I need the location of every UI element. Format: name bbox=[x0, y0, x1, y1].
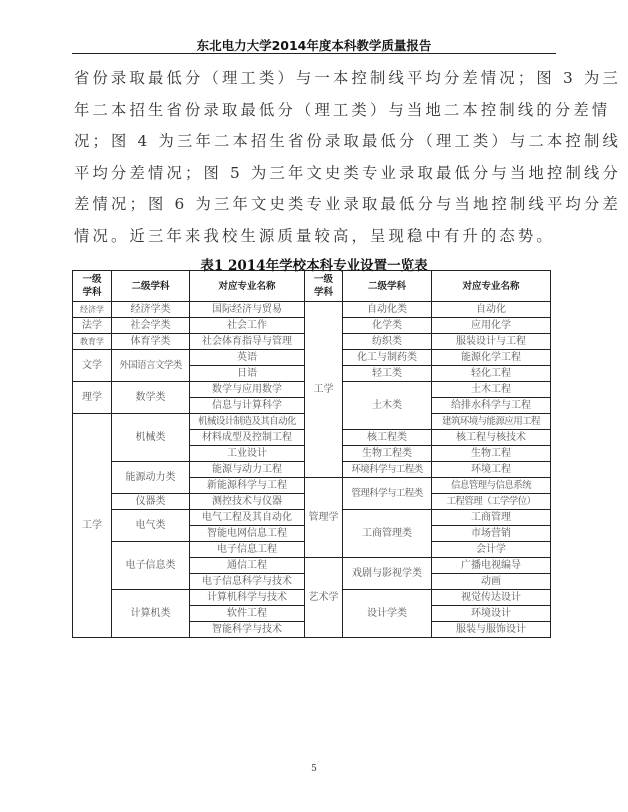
major-cell: 电子信息科学与技术 bbox=[190, 574, 305, 590]
l2-cell: 电气类 bbox=[112, 510, 190, 542]
major-cell: 社会工作 bbox=[190, 318, 305, 334]
major-cell: 能源与动力工程 bbox=[190, 462, 305, 478]
l2-cell: 环境科学与工程类 bbox=[343, 462, 432, 478]
major-cell: 工业设计 bbox=[190, 446, 305, 462]
l1-cell: 文学 bbox=[73, 350, 112, 382]
l2-cell: 电子信息类 bbox=[112, 542, 190, 590]
l2-cell: 外国语言文学类 bbox=[112, 350, 190, 382]
major-cell: 应用化学 bbox=[432, 318, 551, 334]
major-cell: 生物工程 bbox=[432, 446, 551, 462]
major-cell: 英语 bbox=[190, 350, 305, 366]
l1-cell: 理学 bbox=[73, 382, 112, 414]
major-cell: 能源化学工程 bbox=[432, 350, 551, 366]
header-l1-line1: 一级 bbox=[82, 274, 102, 285]
major-cell: 通信工程 bbox=[190, 558, 305, 574]
major-cell: 电气工程及其自动化 bbox=[190, 510, 305, 526]
l1-cell: 艺术学 bbox=[305, 558, 343, 638]
table-caption: 表1 2014年学校本科专业设置一览表 bbox=[200, 258, 428, 274]
major-cell: 信息与计算科学 bbox=[190, 398, 305, 414]
l2-cell: 化工与制药类 bbox=[343, 350, 432, 366]
paragraph-line: 平均分差情况；图 5 为三年文史类专业录取最低分与当地控制线分 bbox=[74, 163, 621, 182]
l1-cell: 工学 bbox=[305, 302, 343, 478]
paragraph-line: 省份录取最低分（理工类）与一本控制线平均分差情况；图 3 为三 bbox=[74, 69, 621, 87]
major-cell: 自动化 bbox=[432, 302, 551, 318]
l2-cell: 经济学类 bbox=[112, 302, 190, 318]
l1-cell: 经济学 bbox=[73, 302, 112, 318]
page-number: 5 bbox=[311, 764, 317, 774]
major-cell: 服装设计与工程 bbox=[432, 334, 551, 350]
l2-cell: 管理科学与工程类 bbox=[343, 478, 432, 510]
major-cell: 广播电视编导 bbox=[432, 558, 551, 574]
body-paragraph bbox=[74, 63, 621, 252]
major-cell: 土木工程 bbox=[432, 382, 551, 398]
header-major-right: 对应专业名称 bbox=[432, 271, 551, 302]
l2-cell: 轻工类 bbox=[343, 366, 432, 382]
major-cell: 机械设计制造及其自动化 bbox=[190, 414, 305, 430]
l2-cell: 生物工程类 bbox=[343, 446, 432, 462]
major-cell: 建筑环境与能源应用工程 bbox=[432, 414, 551, 430]
l2-cell: 机械类 bbox=[112, 414, 190, 462]
report-header-title: 东北电力大学2014年度本科教学质量报告 bbox=[196, 38, 432, 53]
header-l2-right: 二级学科 bbox=[343, 271, 432, 302]
l2-cell: 工商管理类 bbox=[343, 510, 432, 558]
l2-cell: 自动化类 bbox=[343, 302, 432, 318]
major-cell: 材料成型及控制工程 bbox=[190, 430, 305, 446]
header-major-left: 对应专业名称 bbox=[190, 271, 305, 302]
l2-cell: 土木类 bbox=[343, 382, 432, 430]
major-cell: 轻化工程 bbox=[432, 366, 551, 382]
major-cell: 智能科学与技术 bbox=[190, 622, 305, 638]
major-cell: 环境工程 bbox=[432, 462, 551, 478]
major-cell: 环境设计 bbox=[432, 606, 551, 622]
l2-cell: 社会学类 bbox=[112, 318, 190, 334]
paragraph-line: 差情况；图 6 为三年文史类专业录取最低分与当地控制线平均分差 bbox=[74, 195, 621, 213]
header-l2-left: 二级学科 bbox=[112, 271, 190, 302]
l1-cell: 管理学 bbox=[305, 478, 343, 558]
major-cell: 工商管理 bbox=[432, 510, 551, 526]
major-cell: 国际经济与贸易 bbox=[190, 302, 305, 318]
l2-cell: 化学类 bbox=[343, 318, 432, 334]
major-cell: 动画 bbox=[432, 574, 551, 590]
header-l1-line2: 学科 bbox=[82, 287, 102, 298]
l2-cell: 设计学类 bbox=[343, 590, 432, 638]
major-cell: 软件工程 bbox=[190, 606, 305, 622]
table-header-row bbox=[73, 271, 551, 302]
l1-cell: 教育学 bbox=[73, 334, 112, 350]
table-row bbox=[73, 302, 551, 318]
major-cell: 测控技术与仪器 bbox=[190, 494, 305, 510]
l2-cell: 仪器类 bbox=[112, 494, 190, 510]
major-cell: 会计学 bbox=[432, 542, 551, 558]
major-cell: 电子信息工程 bbox=[190, 542, 305, 558]
paragraph-line: 情况。近三年来我校生源质量较高，呈现稳中有升的态势。 bbox=[74, 226, 555, 245]
major-cell: 新能源科学与工程 bbox=[190, 478, 305, 494]
major-cell: 工程管理（工学学位） bbox=[432, 494, 551, 510]
l1-cell: 工学 bbox=[73, 414, 112, 638]
l1-cell: 法学 bbox=[73, 318, 112, 334]
l2-cell: 数学类 bbox=[112, 382, 190, 414]
major-cell: 给排水科学与工程 bbox=[432, 398, 551, 414]
major-cell: 数学与应用数学 bbox=[190, 382, 305, 398]
l2-cell: 核工程类 bbox=[343, 430, 432, 446]
l2-cell: 计算机类 bbox=[112, 590, 190, 638]
l2-cell: 体育学类 bbox=[112, 334, 190, 350]
l2-cell: 戏剧与影视学类 bbox=[343, 558, 432, 590]
header-l1-right bbox=[305, 271, 343, 302]
major-cell: 计算机科学与技术 bbox=[190, 590, 305, 606]
header-l1-line2: 学科 bbox=[313, 287, 333, 298]
header-l1-left bbox=[73, 271, 112, 302]
majors-table bbox=[72, 270, 551, 638]
major-cell: 社会体育指导与管理 bbox=[190, 334, 305, 350]
major-cell: 信息管理与信息系统 bbox=[432, 478, 551, 494]
major-cell: 智能电网信息工程 bbox=[190, 526, 305, 542]
header-divider bbox=[72, 53, 556, 54]
header-l1-line1: 一级 bbox=[313, 274, 333, 285]
major-cell: 视觉传达设计 bbox=[432, 590, 551, 606]
major-cell: 服装与服饰设计 bbox=[432, 622, 551, 638]
major-cell: 市场营销 bbox=[432, 526, 551, 542]
paragraph-line: 年二本招生省份录取最低分（理工类）与当地二本控制线的分差情 bbox=[74, 100, 611, 119]
l2-cell: 能源动力类 bbox=[112, 462, 190, 494]
paragraph-line: 况；图 4 为三年二本招生省份录取最低分（理工类）与二本控制线 bbox=[74, 132, 621, 150]
major-cell: 日语 bbox=[190, 366, 305, 382]
l2-cell: 纺织类 bbox=[343, 334, 432, 350]
major-cell: 核工程与核技术 bbox=[432, 430, 551, 446]
